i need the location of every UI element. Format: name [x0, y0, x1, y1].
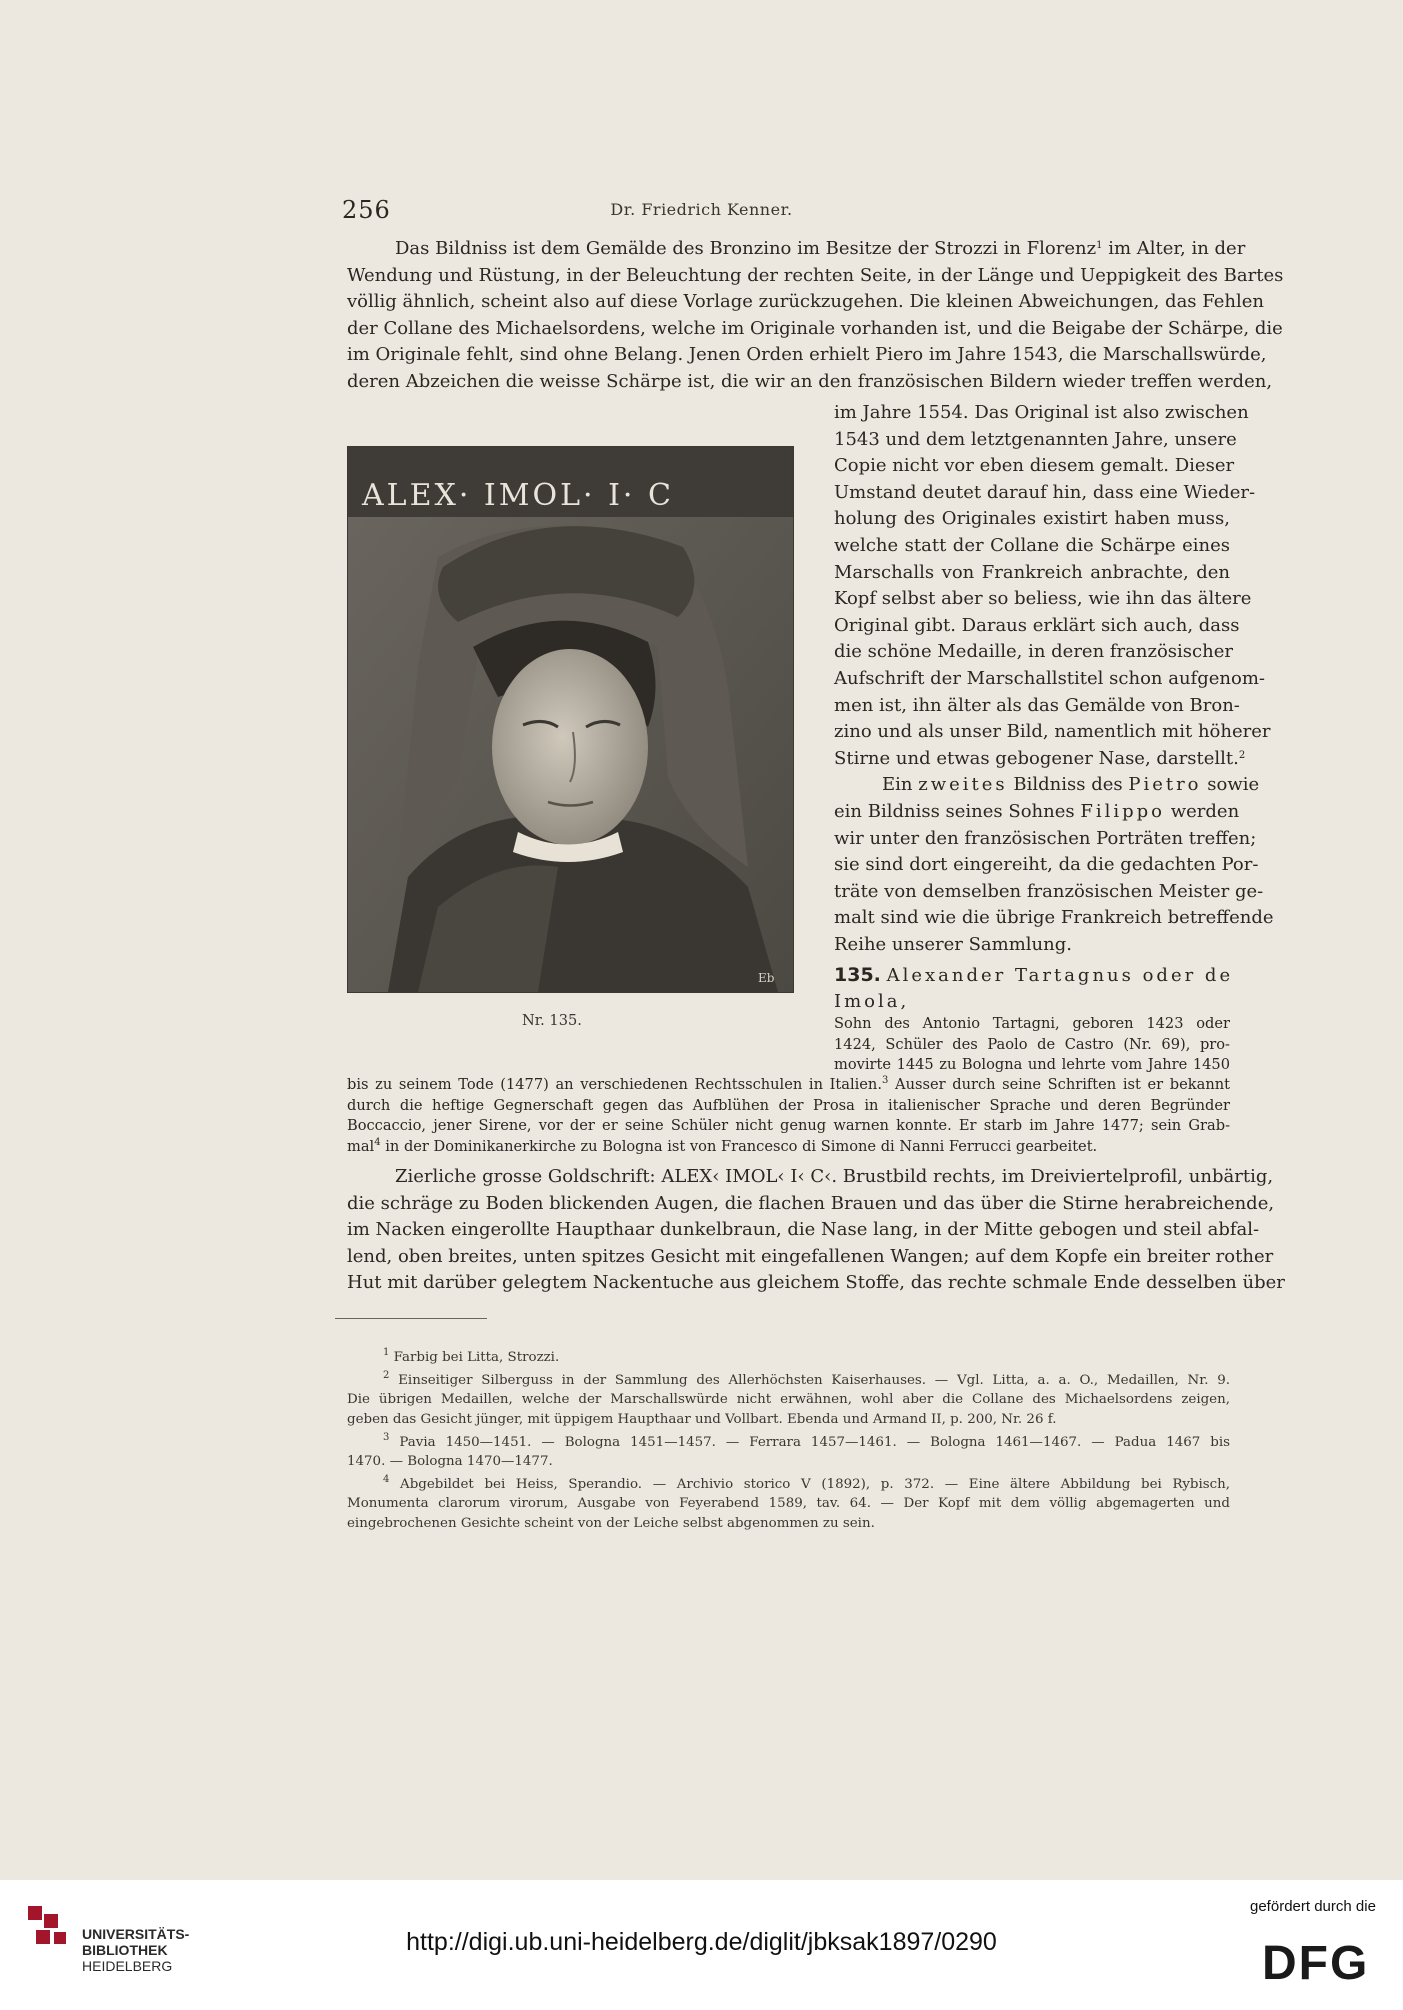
text-line: Marschalls von Frankreich anbrachte, den: [834, 561, 1230, 583]
text-line: Stirne und etwas gebogener Nase, darstellt.$^2$: [834, 747, 1246, 769]
text-line: Wendung und Rüstung, in der Beleuchtung der rechten Seite, in der Länge und Ueppigkeit des Bartes: [347, 264, 1284, 286]
text-line: Umstand deutet darauf hin, dass eine Wieder-: [834, 481, 1256, 503]
footnote-1: $^1$ Farbig bei Litta, Strozzi.: [383, 1347, 560, 1365]
text-line: Ein zweites Bildniss des Pietro sowie: [882, 774, 1260, 796]
text-line: men ist, ihn älter als das Gemälde von Bron-: [834, 694, 1240, 716]
text-line: bis zu seinem Tode (1477) an verschiedenen Rechtsschulen in Italien.$^3$ Ausser durch seine Schriften ist er bekannt: [347, 1075, 1230, 1093]
text-line: Reihe unserer Sammlung.: [834, 933, 1072, 955]
text-line: völlig ähnlich, scheint also auf diese Vorlage zurückzugehen. Die kleinen Abweichungen, das Fehlen: [347, 291, 1265, 313]
biography-full: [347, 1075, 1230, 1157]
dfg-logo: DFG: [1262, 1937, 1370, 1990]
footnotes: [347, 1348, 1230, 1537]
figure-caption: Nr. 135.: [522, 1012, 582, 1029]
text-line: movirte 1445 zu Bologna und lehrte vom Jahre 1450: [834, 1056, 1230, 1073]
text-line: die schräge zu Boden blickenden Augen, die flachen Brauen und das über die Stirne herabreichende,: [347, 1192, 1275, 1214]
paragraph-description: [347, 1164, 1285, 1297]
text-line: Sohn des Antonio Tartagni, geboren 1423 oder: [834, 1015, 1230, 1032]
footnote-3: $^3$ Pavia 1450—1451. — Bologna 1451—1457. — Ferrara 1457—1461. — Bologna 1461—1467. — Padua 1467 bis 1470. — Bologna 1470—1477.: [347, 1431, 1230, 1470]
text-line: im Originale fehlt, sind ohne Belang. Jenen Orden erhielt Piero im Jahre 1543, die Marschallswürde,: [347, 344, 1267, 366]
text-line: der Collane des Michaelsordens, welche im Originale vorhanden ist, und die Beigabe der Schärpe, die: [347, 317, 1283, 339]
page-number: 256: [342, 196, 391, 224]
text-line: träte von demselben französischen Meister ge-: [834, 880, 1264, 902]
text-line: Zierliche grosse Goldschrift: ALEX‹ IMOL‹ I‹ C‹. Brustbild rechts, im Dreiviertelprofil, unbärtig,: [395, 1166, 1274, 1187]
text-line: Das Bildniss ist dem Gemälde des Bronzino im Besitze der Strozzi in Florenz$^1$ im Alter, in der: [395, 238, 1246, 259]
entry-title-cont: Imola,: [834, 991, 910, 1012]
text-line: Boccaccio, jener Sirene, vor der er seine Schüler nicht genug warnen konnte. Er starb im Jahre 1477; sein Grab-: [347, 1117, 1230, 1134]
text-line: Aufschrift der Marschallstitel schon aufgenom-: [834, 667, 1265, 689]
text-line: wir unter den französischen Porträten treffen;: [834, 827, 1257, 849]
portrait-drawing: [348, 447, 793, 992]
artist-monogram: Eb: [758, 971, 775, 985]
text-line: zino und als unser Bild, namentlich mit höherer: [834, 721, 1271, 743]
permalink-url[interactable]: http://digi.ub.uni-heidelberg.de/diglit/jbksak1897/0290: [406, 1928, 997, 1956]
text-line: malt sind wie die übrige Frankreich betreffende: [834, 907, 1274, 929]
footnote-divider: [335, 1318, 487, 1319]
biography-right: [834, 1014, 1230, 1076]
portrait-inscription: ALEX· IMOL· I· C: [362, 478, 674, 513]
running-head: Dr. Friedrich Kenner.: [610, 200, 793, 219]
entry-title: Alexander Tartagnus oder de: [886, 965, 1234, 986]
text-line: lend, oben breites, unten spitzes Gesicht mit eingefallenen Wangen; auf dem Kopfe ein breiter rother: [347, 1245, 1274, 1267]
text-line: deren Abzeichen die weisse Schärpe ist, die wir an den französischen Bildern wieder treffen werden,: [347, 370, 1273, 392]
text-line: ein Bildniss seines Sohnes Filippo werden: [834, 800, 1240, 822]
text-line: 1424, Schüler des Paolo de Castro (Nr. 69), pro-: [834, 1035, 1230, 1053]
portrait-image: [347, 446, 794, 993]
text-line: welche statt der Collane die Schärpe eines: [834, 534, 1230, 556]
text-line: die schöne Medaille, in deren französischer: [834, 641, 1233, 663]
text-line: Kopf selbst aber so beliess, wie ihn das ältere: [834, 588, 1252, 610]
entry-heading: [834, 962, 1234, 1015]
footnote-4: $^4$ Abgebildet bei Heiss, Sperandio. — Archivio storico V (1892), p. 372. — Eine ältere Abbildung bei Rybisch, Monumenta clarorum virorum, Ausgabe von Feyerabend 1589, tav. 64. — Der Kopf mit dem völlig abgemagerten und eingebrochenen Gesichte scheint von der Leiche selbst abgenommen zu sein.: [347, 1474, 1230, 1531]
paragraph-bildniss: [347, 236, 1284, 396]
text-line: im Nacken eingerollte Haupthaar dunkelbraun, die Nase lang, in der Mitte gebogen und steil abfal-: [347, 1219, 1260, 1241]
text-line: Copie nicht vor eben diesem gemalt. Dieser: [834, 455, 1235, 477]
text-line: im Jahre 1554. Das Original ist also zwischen: [834, 402, 1249, 423]
entry-number: 135.: [834, 964, 881, 986]
text-line: Original gibt. Daraus erklärt sich auch, dass: [834, 614, 1240, 636]
funding-label: gefördert durch die: [1250, 1898, 1376, 1915]
footnote-2: $^2$ Einseitiger Silberguss in der Sammlung des Allerhöchsten Kaiserhauses. — Vgl. Litta, a. a. O., Medaillen, Nr. 9. Die übrigen Medaillen, welche der Marschallswürde nicht erwähnen, wohl aber die Collane des Michaelsordens zeigen, geben das Gesicht jünger, mit üppigem Haupthaar und Vollbart. Ebenda und Armand II, p. 200, Nr. 26 f.: [347, 1370, 1230, 1427]
text-line: sie sind dort eingereiht, da die gedachten Por-: [834, 854, 1259, 876]
text-line: 1543 und dem letztgenannten Jahre, unsere: [834, 428, 1237, 450]
right-column-text: [834, 400, 1274, 958]
text-line: mal$^4$ in der Dominikanerkirche zu Bologna ist von Francesco di Simone di Nanni Ferrucci gearbeitet.: [347, 1136, 1098, 1155]
library-name: UNIVERSITÄTS- BIBLIOTHEK HEIDELBERG: [82, 1926, 190, 1974]
viewer-footer: [0, 1880, 1403, 2010]
text-line: Hut mit darüber gelegtem Nackentuche aus gleichem Stoffe, das rechte schmale Ende desselben über: [347, 1272, 1285, 1294]
text-line: durch die heftige Gegnerschaft gegen das Aufblühen der Prosa in italienischer Sprache und deren Begründer: [347, 1096, 1230, 1114]
text-line: holung des Originales existirt haben muss,: [834, 508, 1230, 530]
